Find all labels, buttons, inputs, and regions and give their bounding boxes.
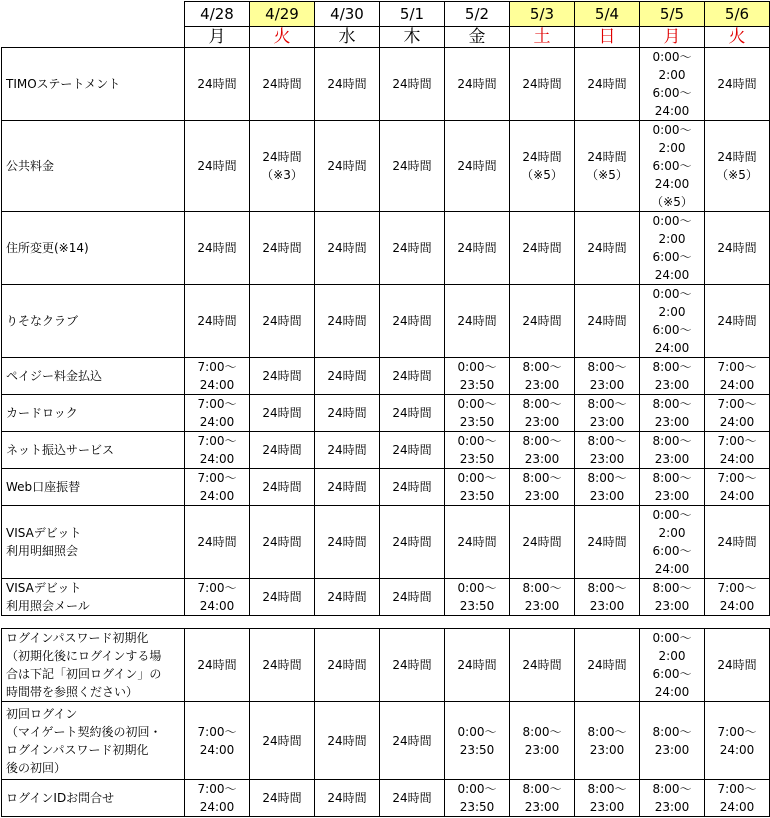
hours-cell: 24時間 xyxy=(250,506,315,579)
date-header: 4/30 xyxy=(315,2,380,27)
hours-cell: 8:00～ 23:00 xyxy=(575,702,640,780)
hours-cell: 24時間 xyxy=(250,358,315,395)
hours-cell: 24時間 xyxy=(380,285,445,358)
hours-cell: 24時間 xyxy=(705,48,770,121)
header-corner xyxy=(2,2,185,48)
hours-cell: 24時間 （※3） xyxy=(250,121,315,212)
date-header: 5/4 xyxy=(575,2,640,27)
hours-cell: 8:00～ 23:00 xyxy=(510,358,575,395)
hours-cell: 8:00～ 23:00 xyxy=(575,358,640,395)
hours-cell: 24時間 xyxy=(445,212,510,285)
hours-cell: 8:00～ 23:00 xyxy=(640,780,705,817)
hours-cell: 24時間 xyxy=(315,506,380,579)
hours-cell: 24時間 xyxy=(380,432,445,469)
hours-cell: 24時間 xyxy=(315,285,380,358)
hours-cell: 7:00～ 24:00 xyxy=(705,702,770,780)
hours-cell: 8:00～ 23:00 xyxy=(575,469,640,506)
hours-cell: 24時間 xyxy=(250,212,315,285)
weekday-header: 月 xyxy=(640,27,705,48)
hours-cell: 24時間 xyxy=(250,629,315,702)
service-name: TIMOステートメント xyxy=(2,48,185,121)
table-row xyxy=(2,506,770,579)
hours-cell: 0:00～ 23:50 xyxy=(445,358,510,395)
hours-cell: 24時間 xyxy=(380,506,445,579)
hours-cell: 24時間 xyxy=(185,48,250,121)
table-row xyxy=(2,702,770,780)
hours-cell: 24時間 （※5） xyxy=(575,121,640,212)
hours-cell: 8:00～ 23:00 xyxy=(640,358,705,395)
table-row xyxy=(2,48,770,121)
hours-cell: 7:00～ 24:00 xyxy=(185,358,250,395)
hours-cell: 24時間 xyxy=(575,285,640,358)
hours-cell: 8:00～ 23:00 xyxy=(575,579,640,616)
hours-cell: 7:00～ 24:00 xyxy=(705,358,770,395)
hours-cell: 24時間 xyxy=(185,506,250,579)
hours-cell: 0:00～ 2:00 6:00～ 24:00 xyxy=(640,285,705,358)
hours-cell: 24時間 xyxy=(445,285,510,358)
hours-cell: 0:00～ 2:00 6:00～ 24:00 xyxy=(640,506,705,579)
hours-cell: 0:00～ 2:00 6:00～ 24:00 xyxy=(640,48,705,121)
hours-cell: 24時間 xyxy=(315,629,380,702)
hours-cell: 24時間 xyxy=(250,469,315,506)
hours-cell: 8:00～ 23:00 xyxy=(510,780,575,817)
hours-cell: 24時間 xyxy=(315,212,380,285)
hours-cell: 8:00～ 23:00 xyxy=(640,432,705,469)
hours-cell: 8:00～ 23:00 xyxy=(640,395,705,432)
hours-cell: 24時間 xyxy=(380,579,445,616)
date-header: 5/3 xyxy=(510,2,575,27)
hours-cell: 24時間 xyxy=(510,212,575,285)
weekday-header: 土 xyxy=(510,27,575,48)
service-name: ログインパスワード初期化 （初期化後にログインする場 合は下記「初回ログイン」の 時間帯を参照ください） xyxy=(2,629,185,702)
date-header: 4/28 xyxy=(185,2,250,27)
hours-cell: 24時間 xyxy=(315,121,380,212)
hours-cell: 24時間 xyxy=(575,506,640,579)
weekday-header: 火 xyxy=(250,27,315,48)
hours-cell: 24時間 xyxy=(250,48,315,121)
hours-cell: 24時間 xyxy=(315,432,380,469)
hours-cell: 8:00～ 23:00 xyxy=(640,702,705,780)
service-name: 公共料金 xyxy=(2,121,185,212)
service-name: りそなクラブ xyxy=(2,285,185,358)
hours-cell: 24時間 xyxy=(510,285,575,358)
table-row xyxy=(2,432,770,469)
hours-cell: 8:00～ 23:00 xyxy=(510,395,575,432)
table-row xyxy=(2,395,770,432)
hours-cell: 24時間 xyxy=(250,702,315,780)
hours-cell: 0:00～ 23:50 xyxy=(445,579,510,616)
date-header: 5/1 xyxy=(380,2,445,27)
hours-cell: 0:00～ 2:00 6:00～ 24:00 xyxy=(640,629,705,702)
date-header: 5/6 xyxy=(705,2,770,27)
hours-cell: 24時間 xyxy=(510,629,575,702)
hours-cell: 0:00～ 23:50 xyxy=(445,395,510,432)
table-row xyxy=(2,469,770,506)
hours-cell: 7:00～ 24:00 xyxy=(705,432,770,469)
table-row xyxy=(2,358,770,395)
service-name: VISAデビット 利用照会メール xyxy=(2,579,185,616)
hours-cell: 7:00～ 24:00 xyxy=(185,395,250,432)
table-row xyxy=(2,212,770,285)
hours-cell: 24時間 xyxy=(250,395,315,432)
hours-cell: 24時間 xyxy=(315,780,380,817)
table-row xyxy=(2,285,770,358)
hours-cell: 24時間 xyxy=(185,629,250,702)
hours-cell: 24時間 xyxy=(380,469,445,506)
hours-cell: 0:00～ 23:50 xyxy=(445,702,510,780)
service-name: Web口座振替 xyxy=(2,469,185,506)
hours-cell: 24時間 xyxy=(250,579,315,616)
hours-cell: 7:00～ 24:00 xyxy=(705,780,770,817)
date-header: 4/29 xyxy=(250,2,315,27)
table-row xyxy=(2,629,770,702)
hours-cell: 24時間 xyxy=(380,780,445,817)
hours-cell: 24時間 xyxy=(510,48,575,121)
hours-cell: 7:00～ 24:00 xyxy=(705,469,770,506)
date-header: 5/2 xyxy=(445,2,510,27)
hours-cell: 24時間 xyxy=(250,780,315,817)
hours-cell: 7:00～ 24:00 xyxy=(705,579,770,616)
hours-cell: 24時間 xyxy=(380,212,445,285)
hours-cell: 24時間 xyxy=(380,121,445,212)
hours-cell: 7:00～ 24:00 xyxy=(705,395,770,432)
hours-cell: 8:00～ 23:00 xyxy=(575,780,640,817)
hours-cell: 8:00～ 23:00 xyxy=(510,469,575,506)
service-name: ネット振込サービス xyxy=(2,432,185,469)
hours-cell: 8:00～ 23:00 xyxy=(575,395,640,432)
hours-cell: 0:00～ 23:50 xyxy=(445,432,510,469)
weekday-header: 日 xyxy=(575,27,640,48)
hours-cell: 7:00～ 24:00 xyxy=(185,780,250,817)
hours-cell: 24時間 xyxy=(380,702,445,780)
hours-cell: 24時間 xyxy=(510,506,575,579)
hours-cell: 24時間 xyxy=(315,579,380,616)
weekday-header: 月 xyxy=(185,27,250,48)
service-name: ログインIDお問合せ xyxy=(2,780,185,817)
hours-cell: 24時間 xyxy=(250,432,315,469)
hours-cell: 24時間 xyxy=(705,212,770,285)
hours-cell: 24時間 xyxy=(185,212,250,285)
hours-cell: 24時間 xyxy=(705,506,770,579)
hours-cell: 24時間 xyxy=(250,285,315,358)
hours-cell: 8:00～ 23:00 xyxy=(510,702,575,780)
service-name: ペイジー料金払込 xyxy=(2,358,185,395)
login-hours-table xyxy=(1,628,770,817)
hours-cell: 24時間 xyxy=(705,629,770,702)
hours-cell: 24時間 xyxy=(575,629,640,702)
hours-cell: 24時間 xyxy=(705,285,770,358)
hours-cell: 24時間 xyxy=(315,469,380,506)
hours-cell: 24時間 xyxy=(575,212,640,285)
hours-cell: 24時間 xyxy=(575,48,640,121)
hours-cell: 24時間 xyxy=(185,121,250,212)
hours-cell: 24時間 xyxy=(445,506,510,579)
hours-cell: 8:00～ 23:00 xyxy=(640,579,705,616)
table-row xyxy=(2,780,770,817)
hours-cell: 8:00～ 23:00 xyxy=(510,432,575,469)
hours-cell: 24時間 xyxy=(315,395,380,432)
service-name: VISAデビット 利用明細照会 xyxy=(2,506,185,579)
hours-cell: 24時間 xyxy=(445,121,510,212)
hours-cell: 7:00～ 24:00 xyxy=(185,579,250,616)
hours-cell: 24時間 xyxy=(445,629,510,702)
service-hours-table xyxy=(1,1,770,616)
hours-cell: 0:00～ 2:00 6:00～ 24:00 xyxy=(640,212,705,285)
hours-cell: 7:00～ 24:00 xyxy=(185,702,250,780)
hours-cell: 24時間 xyxy=(315,358,380,395)
hours-cell: 8:00～ 23:00 xyxy=(575,432,640,469)
hours-cell: 24時間 xyxy=(315,48,380,121)
hours-cell: 0:00～ 2:00 6:00～ 24:00 （※5） xyxy=(640,121,705,212)
weekday-header: 水 xyxy=(315,27,380,48)
hours-cell: 7:00～ 24:00 xyxy=(185,432,250,469)
hours-cell: 24時間 xyxy=(315,702,380,780)
table-row xyxy=(2,579,770,616)
hours-cell: 24時間 xyxy=(380,395,445,432)
service-name: 住所変更(※14) xyxy=(2,212,185,285)
hours-cell: 8:00～ 23:00 xyxy=(640,469,705,506)
hours-cell: 24時間 xyxy=(380,358,445,395)
table-row xyxy=(2,121,770,212)
hours-cell: 0:00～ 23:50 xyxy=(445,780,510,817)
hours-cell: 24時間 xyxy=(380,48,445,121)
weekday-header: 金 xyxy=(445,27,510,48)
hours-cell: 24時間 （※5） xyxy=(510,121,575,212)
hours-cell: 24時間 xyxy=(185,285,250,358)
weekday-header: 火 xyxy=(705,27,770,48)
hours-cell: 24時間 xyxy=(445,48,510,121)
hours-cell: 24時間 （※5） xyxy=(705,121,770,212)
hours-cell: 7:00～ 24:00 xyxy=(185,469,250,506)
hours-cell: 24時間 xyxy=(380,629,445,702)
weekday-header: 木 xyxy=(380,27,445,48)
service-name: カードロック xyxy=(2,395,185,432)
hours-cell: 0:00～ 23:50 xyxy=(445,469,510,506)
service-name: 初回ログイン （マイゲート契約後の初回・ ログインパスワード初期化 後の初回） xyxy=(2,702,185,780)
date-header: 5/5 xyxy=(640,2,705,27)
hours-cell: 8:00～ 23:00 xyxy=(510,579,575,616)
